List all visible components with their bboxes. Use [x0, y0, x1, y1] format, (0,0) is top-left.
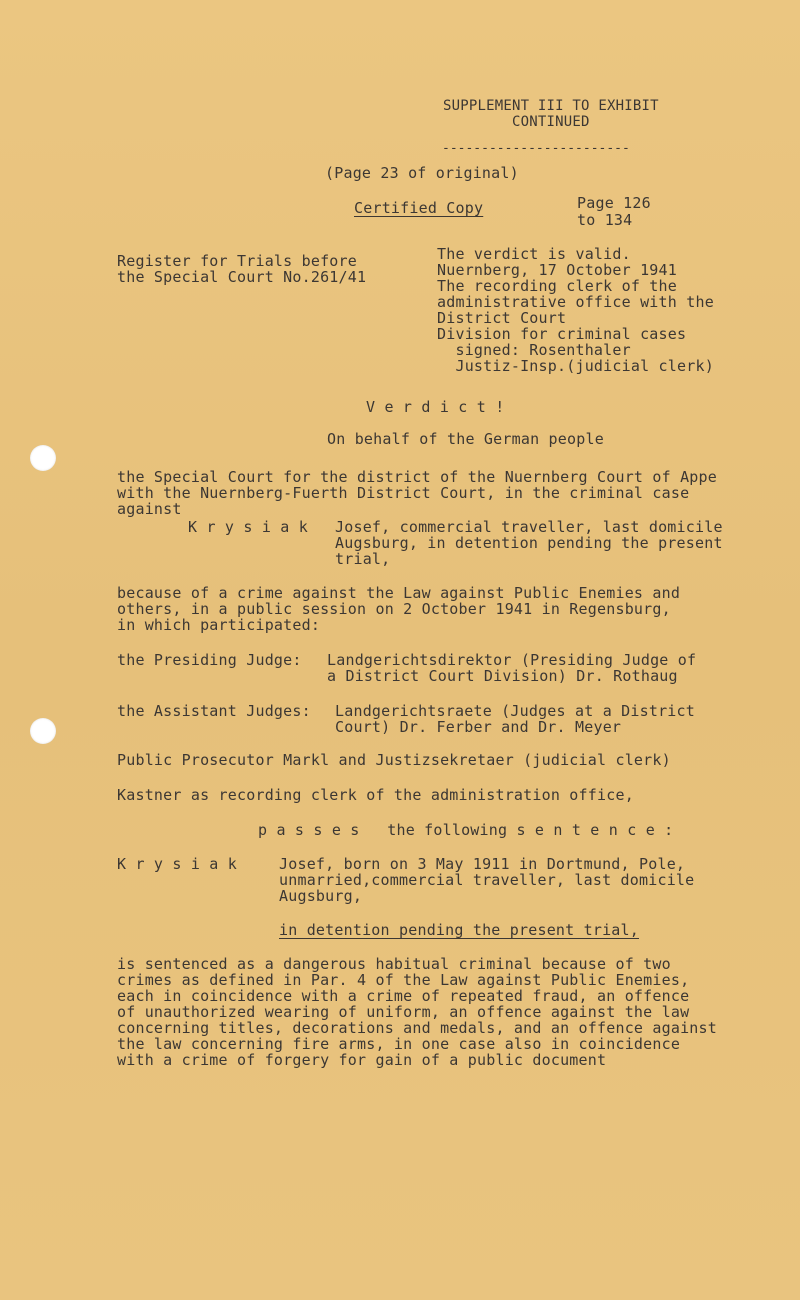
sentenced-line: Josef, born on 3 May 1911 in Dortmund, Pole,	[279, 855, 686, 873]
defendant-name: K r y s i a k	[188, 518, 308, 536]
register-line1: Register for Trials before	[117, 252, 357, 270]
page-reference: (Page 23 of original)	[325, 164, 519, 182]
passes-sentence-line: p a s s e s the following s e n t e n c e :	[258, 821, 674, 839]
sentence-text-line: with a crime of forgery for gain of a public document	[117, 1051, 607, 1069]
register-line2: the Special Court No.261/41	[117, 268, 367, 286]
assistant-line: Landgerichtsraete (Judges at a District	[335, 702, 695, 720]
presiding-label: the Presiding Judge:	[117, 651, 302, 669]
detention-line: in detention pending the present trial,	[279, 921, 639, 939]
header-title-line2: CONTINUED	[512, 114, 590, 130]
punch-hole	[30, 445, 56, 471]
sentence-text-line: of unauthorized wearing of uniform, an offence against the law	[117, 1003, 690, 1021]
validity-line: Division for criminal cases	[437, 325, 687, 343]
because-line: in which participated:	[117, 616, 321, 634]
sentence-text-line: the law concerning fire arms, in one case also in coincidence	[117, 1035, 681, 1053]
header-rule: ------------------------	[442, 141, 630, 156]
sentence-text-line: concerning titles, decorations and medals, and an offence against	[117, 1019, 717, 1037]
on-behalf-line: On behalf of the German people	[327, 430, 604, 448]
sentence-text-line: each in coincidence with a crime of repeated fraud, an offence	[117, 987, 690, 1005]
presiding-line: Landgerichtsdirektor (Presiding Judge of	[327, 651, 697, 669]
recording-clerk-line: Kastner as recording clerk of the administration office,	[117, 786, 634, 804]
prosecutor-line: Public Prosecutor Markl and Justizsekretaer (judicial clerk)	[117, 751, 671, 769]
because-line: others, in a public session on 2 October 1941 in Regensburg,	[117, 600, 671, 618]
court-intro-line: the Special Court for the district of the Nuernberg Court of Appe	[117, 468, 717, 486]
defendant-line: Josef, commercial traveller, last domicile	[335, 518, 723, 536]
certified-copy-label: Certified Copy	[354, 199, 484, 217]
verdict-heading: V e r d i c t !	[366, 398, 505, 416]
assistant-label: the Assistant Judges:	[117, 702, 311, 720]
sentenced-line: unmarried,commercial traveller, last domicile	[279, 871, 695, 889]
court-intro-line: with the Nuernberg-Fuerth District Court, in the criminal case	[117, 484, 690, 502]
sentence-text-line: is sentenced as a dangerous habitual criminal because of two	[117, 955, 671, 973]
validity-line: The verdict is valid.	[437, 245, 631, 263]
assistant-line: Court) Dr. Ferber and Dr. Meyer	[335, 718, 622, 736]
sentenced-name: K r y s i a k	[117, 855, 237, 873]
validity-line: administrative office with the	[437, 293, 714, 311]
sentenced-line: Augsburg,	[279, 887, 363, 905]
validity-line: Nuernberg, 17 October 1941	[437, 261, 677, 279]
validity-line: signed: Rosenthaler	[437, 341, 631, 359]
page-range-line1: Page 126	[577, 194, 651, 212]
because-line: because of a crime against the Law against Public Enemies and	[117, 584, 681, 602]
validity-line: District Court	[437, 309, 567, 327]
header-title-line1: SUPPLEMENT III TO EXHIBIT	[443, 98, 659, 114]
sentence-text-line: crimes as defined in Par. 4 of the Law against Public Enemies,	[117, 971, 690, 989]
page-range-line2: to 134	[577, 211, 633, 229]
validity-line: The recording clerk of the	[437, 277, 677, 295]
punch-hole	[30, 718, 56, 744]
validity-line: Justiz-Insp.(judicial clerk)	[437, 357, 714, 375]
court-intro-line: against	[117, 500, 182, 518]
defendant-line: trial,	[335, 550, 391, 568]
presiding-line: a District Court Division) Dr. Rothaug	[327, 667, 678, 685]
defendant-line: Augsburg, in detention pending the present	[335, 534, 723, 552]
